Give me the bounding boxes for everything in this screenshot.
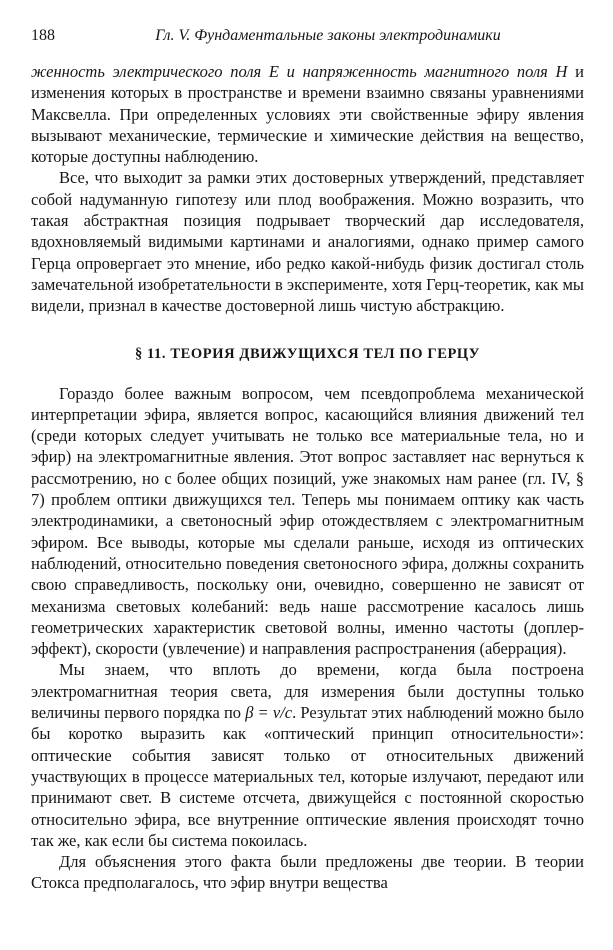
- paragraph-1-italic: женность электрического поля E и напряженность магнитного поля H: [31, 62, 568, 81]
- running-head: Гл. V. Фундаментальные законы электродинамики: [155, 27, 501, 44]
- paragraph-1-text: и изменения которых в пространстве и времени взаимно связаны уравнениями Максвелла. При определенных условиях эти свойственные эфиру явления вызывают механические, термические и химические действия на вещество, которые доступны наблюдению.: [31, 62, 584, 167]
- section-heading: § 11. ТЕОРИЯ ДВИЖУЩИХСЯ ТЕЛ ПО ГЕРЦУ: [134, 345, 481, 362]
- paragraph-3: Гораздо более важным вопросом, чем псевдопроблема механической интерпретации эфира, является вопрос, касающийся влияния движений тел (среди которых следует учитывать не только все материальные тела, но и эфир) на электромагнитные явления. Этот вопрос заставляет нас вернуться к рассмотрению, но с более общих позиций, уже знакомых нам ранее (гл. IV, § 7) проблем оптики движущихся тел. Теперь мы понимаем оптику как часть электродинамики, а светоносный эфир отождествляем с электромагнитным эфиром. Все выводы, которые мы сделали раньше, исходя из оптических наблюдений, относительно поведения светоносного эфира, должны сохранить свою справедливость, поскольку они, очевидно, совершенно не зависят от механизма световых колебаний: ведь наше рассмотрение касалось лишь геометрических характеристик световой волны, именно частоты (доплер-эффект), скорости (увлечение) и направления распространения (аберрация).: [31, 383, 584, 659]
- page-number: 188: [31, 27, 55, 44]
- page-header: [31, 24, 585, 48]
- paragraph-4-text-b: . Результат этих наблюдений можно было бы коротко выразить как «оптический принцип относительности»: оптические события зависят только от относительных движений участвующих в процессе материальных тел, которые излучают, передают или принимают свет. В системе отсчета, движущейся с постоянной скоростью относительно эфира, все внутренние оптические явления происходят точно так же, как если бы система покоилась.: [31, 703, 584, 850]
- beta-formula: β = v/c: [245, 703, 293, 723]
- paragraph-1: [31, 61, 584, 167]
- paragraph-5: Для объяснения этого факта были предложены две теории. В теории Стокса предполагалось, что эфир внутри вещества: [31, 852, 584, 893]
- body-text: [31, 61, 584, 894]
- paragraph-4-text-a: Мы знаем, что вплоть до времени, когда была построена электромагнитная теория света, для измерения были доступны только величины первого порядка по: [31, 660, 584, 723]
- paragraph-4: [31, 659, 584, 851]
- paragraph-2: Все, что выходит за рамки этих достоверных утверждений, представляет собой надуманную гипотезу или плод воображения. Можно возразить, что такая абстрактная позиция подрывает творческий дар исследователя, вдохновляемый видимыми картинами и аналогиями, однако пример самого Герца опровергает это мнение, ибо редко какой-нибудь физик достигал столь замечательной изобретательности в эксперименте, хотя Герц-теоретик, как мы видели, признал в качестве достоверной лишь чистую абстракцию.: [31, 168, 584, 316]
